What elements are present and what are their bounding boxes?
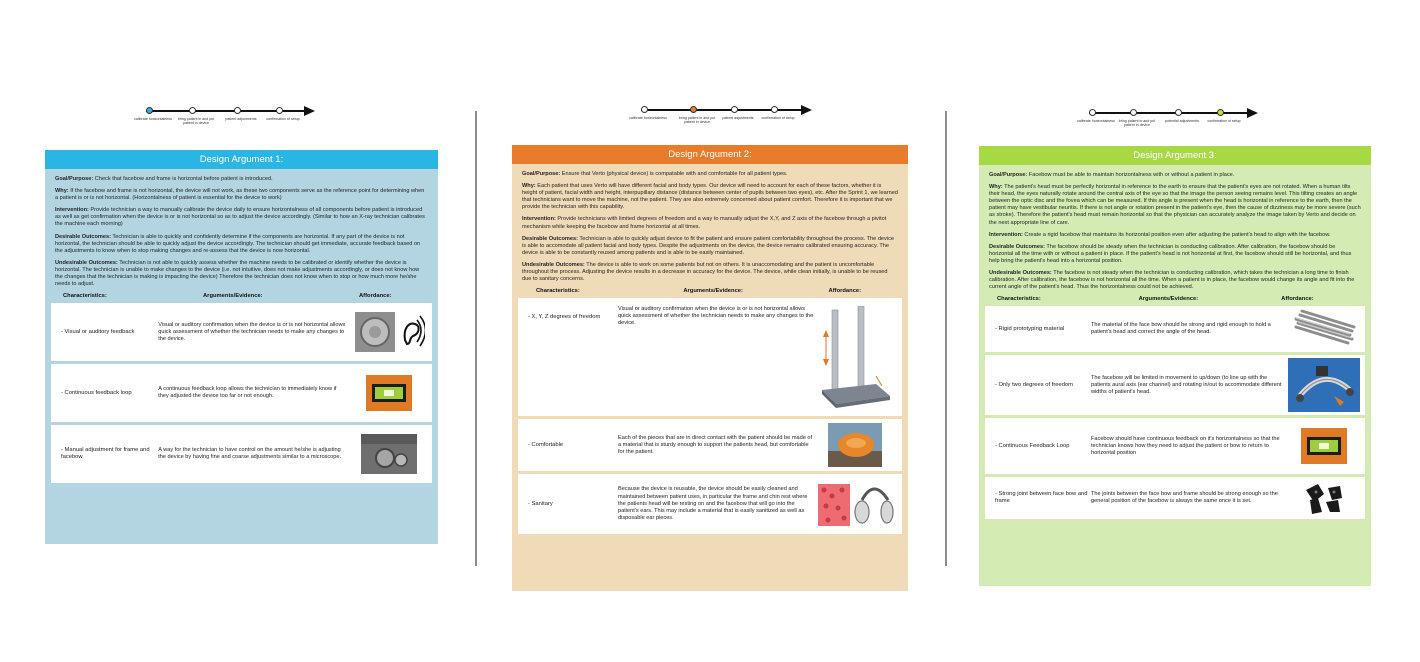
- metal-rods-icon: [1283, 309, 1365, 349]
- table-row: - Visual or auditory feedback Visual or auditory confirmation when the device is or is not horizontal allows quick assessment of whether the technician needs to make any changes to the device.: [51, 303, 432, 361]
- timeline-node: [1175, 109, 1182, 116]
- desirable-outcomes-paragraph: Desirable Outcomes: The facebow should be steady when the technician is conducting calibration. After calibration, the facebow should be horizontal all the time with or without a patient in place. If the patient's head is not horizontal at first, the facebow should still be horizontal, and thus help bring the patient's head into a horizontal position.: [989, 243, 1352, 264]
- undesirable-outcomes-paragraph: Undesirable Outcomes: The device is able to work on some patients but not on others. It is unaccomodating and the patient is uncomfortable throughout the process. Adjusting the device results in a decrease in accuracy for the device. The device, while clean initially, is unable to be reused due to sanitary concerns.: [522, 261, 888, 283]
- design-argument-2-panel: [512, 145, 908, 591]
- timeline-node: [641, 106, 648, 113]
- timeline-node: [146, 107, 153, 114]
- process-timeline-1: [134, 100, 316, 140]
- timeline-label: potential adjustments: [1165, 119, 1199, 123]
- timeline-node: [690, 106, 697, 113]
- timeline-node: [771, 106, 778, 113]
- goal-paragraph: Goal/Purpose: Check that facebow and frame is horizontal before patient is introduced.: [55, 176, 273, 182]
- panel-title: Design Argument 1:: [45, 150, 438, 169]
- why-paragraph: Why: If the facebow and frame is not horizontal, the device will not work, as these two components serve as the reference point for determining when a patient is or is not horizontal. (Horizontalness of patient is essential for the device to work): [55, 188, 425, 202]
- table-row: - Continuous feedback loop A continuous feedback loop allows the technician to immediately know if they adjusted the device too far or not enough.: [51, 364, 432, 422]
- table-header: Characteristics: Arguments/Evidence: Affordance:: [997, 296, 1314, 303]
- table-header: Characteristics: Arguments/Evidence: Affordance:: [63, 293, 392, 300]
- goal-paragraph: Goal/Purpose: Ensure that Verto (physical device) is compatable with and comfortable for all patient types.: [522, 171, 788, 177]
- timeline-node: [276, 107, 283, 114]
- table-row: - Rigid prototyping material The material of the face bow should be strong and rigid enough to hold a patient's head and correct the angle of the head.: [985, 306, 1365, 352]
- design-argument-3-panel: [979, 146, 1371, 586]
- timeline-label: bring patient in and put patient in device: [678, 116, 716, 125]
- timeline-node: [731, 106, 738, 113]
- spirit-level-icon: [1283, 428, 1365, 464]
- goal-paragraph: Goal/Purpose: Facebow must be able to maintain horizontalness with or without a patient in place.: [989, 172, 1235, 178]
- panel-title: Design Argument 3:: [979, 146, 1371, 165]
- timeline-label: calibrate horizontalness: [1077, 119, 1115, 123]
- design-argument-1-panel: [45, 150, 438, 544]
- timeline-label: confirmation of setup: [761, 116, 795, 120]
- undesirable-outcomes-paragraph: Undesirable Outcomes: The facebow is not steady when the technician is conducting calibration, which takes the technician a long time to finish calibration. After calibration, the facebow is not horizontal all the time. When a patient is in place, the facebow would change its angle and fit into the current angle of the patient's head. Thus the horizontalness could not be achieved.: [989, 270, 1355, 291]
- spirit-level-icon: [347, 375, 432, 411]
- frame-model-icon: [814, 306, 896, 410]
- timeline-label: confirmation of setup: [266, 117, 300, 121]
- chin-rest-icon: [814, 423, 896, 467]
- divider-left: [475, 111, 477, 566]
- panel-title: Design Argument 2:: [512, 145, 908, 164]
- intervention-paragraph: Intervention: Provide technicians with limited degrees of freedom and a way to manually adjust the X,Y, and Z axis of the facebow through a pivitot mechanism while keeping the facebow and frame horizontal at all times.: [522, 216, 887, 230]
- undesirable-outcomes-paragraph: Undesirable Outcomes: Technician is not able to quickly assess whether the machine needs to be calibrated or identify whether the device is horizontal. The technician is unable to make changes to the device (i.e. not intuitive, does not make adjustments accordingly, or does not know how the changes that the technician is making is impacting the device) Therefore the technician does not know when to stop or how much more he/she needs to adjust.: [55, 259, 420, 288]
- timeline-label: calibrate horizontalness: [629, 116, 667, 120]
- dial-and-ear-icon: [347, 310, 432, 354]
- joint-brackets-icon: [1283, 480, 1365, 516]
- table-row: - Sanitary Because the device is reusable, the device should be easily cleaned and maintained between patient uses, in particular the frame and chin rest where the patients head will be resting on and the facebow that will go into the patient's ears. This may include a material that is easily sanitized as well as disposable ear pieces.: [518, 474, 902, 534]
- timeline-label: bring patient in and put patient in device: [177, 117, 215, 126]
- timeline-label: bring patient in and put patient in device: [1118, 119, 1156, 128]
- intervention-paragraph: Intervention: Provide technician a way to manually calibrate the device daily to ensure horizontalness of all components before patient is introduced as well as get confirmation when the device is or is not horizontal so as to adjust the device accordingly. (Similar to how an X-ray technician calibrates the machine each morning): [55, 207, 425, 228]
- process-timeline-2: [629, 99, 813, 139]
- timeline-node: [189, 107, 196, 114]
- divider-right: [945, 111, 947, 566]
- timeline-label: calibrate horizontalness: [134, 117, 172, 121]
- facebow-device-icon: [1283, 358, 1365, 412]
- table-row: - Manual adjustment for frame and facebow A way for the technician to have control on the amount he/she is adjusting the device by having fine and coarse adjustments similar to a microscope.: [51, 425, 432, 483]
- timeline-node: [1089, 109, 1096, 116]
- table-row: - Only two degrees of freedom The facebow will be limited in movement to up/down (to line up with the patients aural axis (ear channel) and rotating in/out to accommodate different widths of patient's head.: [985, 355, 1365, 415]
- table-row: - Strong joint between face bow and frame The joints between the face bow and frame should be strong enough so the general position of the facebow is always the same once it is set.: [985, 477, 1365, 519]
- timeline-node: [1130, 109, 1137, 116]
- why-paragraph: Why: The patient's head must be perfectly horizontal in reference to the earth to ensure that the patient's eyes are not rotated. When a human tilts their head, the eyes naturally rotate around the central axis of the eye so that the image the person seeing remains level. This tilting creates an angle between the optic disc and the fovea which can be measured. If this angle is present when the head is horizontal in reference to the earth, then the patient may have vestibular neuritis. If there is not angle or rotation present in the patient's eye, then the cause of dizziness may be more severe (such as stroke). Therefore the patient's head must remain horizontal so that the physician can accurately analyze the image taken by Verto and decide on the next appropriate line of care.: [989, 184, 1361, 226]
- table-row: - Continuous Feedback Loop Facebow should have continuous feedback on it's horizontalness so that the technician knows how they need to adjust the patient or bow to return to horizontal position: [985, 418, 1365, 474]
- why-paragraph: Why: Each patient that uses Verto will have different facial and body types. Our device will need to account for each of these factors, whether it is height of patient, facial width and height, interpupillary distance (distance between center of pupils between two eyes), etc. After the Sprint 1, we learned that technicians want to move the machine, not the patient. They are also extremely concerned about patient comfort. Therefore it is important that we provide the technician with this capability.: [522, 183, 898, 211]
- timeline-label: confirmation of setup: [1207, 119, 1241, 123]
- timeline-node: [1217, 109, 1224, 116]
- earplugs-and-earmuffs-icon: [814, 478, 896, 530]
- intervention-paragraph: Intervention: Create a rigid facebow that maintains its horizontal position even after adjusting the patient's head to align with the facebow.: [989, 231, 1331, 238]
- timeline-node: [234, 107, 241, 114]
- adjustment-knob-icon: [347, 434, 432, 474]
- table-header: Characteristics: Arguments/Evidence: Affordance:: [536, 288, 862, 295]
- process-timeline-3: [1077, 102, 1259, 142]
- timeline-label: patient adjustments: [722, 116, 754, 120]
- desirable-outcomes-paragraph: Desirable Outcomes: Technician is able to quickly adjust device to fit the patient and ensure patient comfortability throughout the process. The device is able to accomodate all patient facial and body types. Despite the adjustments on the device, the device remains calibrated ensuring accuracy. The device is able to be constantly reused among patients and is able to be easily maintained.: [522, 235, 894, 256]
- table-row: - Comfortable Each of the pieces that are in direct contact with the patient should be made of a material that is sturdy enough to support the patients head, but comfortable for the patient.: [518, 419, 902, 471]
- timeline-label: patient adjustments: [225, 117, 257, 121]
- desirable-outcomes-paragraph: Desirable Outcomes: Technician is able to quickly and confidently determine if the components are horizontal. If any part of the device is not horizontal, the technician should be able to quickly adjust the device accordingly. The technician should get immediate, accurate feedback based on the adjustments to know when to stop making changes and re-assess that the device is now horizontal.: [55, 233, 421, 254]
- table-row: - X, Y, Z degrees of freedom Visual or auditory confirmation when the device is or is not horizontal allows quick assessment of whether the technician needs to make any changes to the device.: [518, 298, 902, 416]
